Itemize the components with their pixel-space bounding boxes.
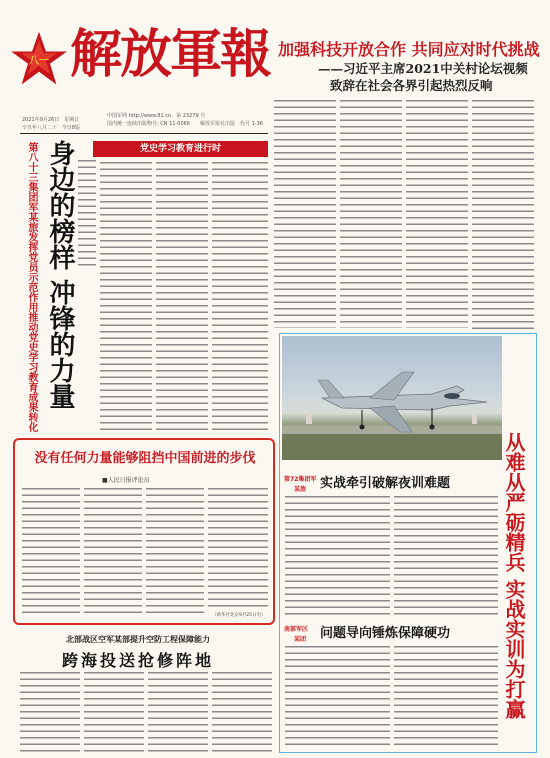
lead-subtitle-2: 致辞在社会各界引起热烈反响 xyxy=(330,78,493,93)
feature2-unit-label: 南部军区 xyxy=(284,626,309,633)
left-story-kicker: 第八十三集团军某旅发挥党员示范作用推动党史学习教育成果转化 xyxy=(26,142,37,432)
bottom-story-col4 xyxy=(212,672,272,752)
publication-info-3: 解放军报社出版 代号 1-36 xyxy=(200,121,263,127)
publication-info-2: 国内统一连续出版物号: CN 11-0066 xyxy=(107,121,190,127)
feature-vertical-headline: 从难从严砺精兵 实战实训为打赢 xyxy=(502,432,526,719)
commentary-dateline: （新华社北京9月25日电） xyxy=(212,613,266,618)
bottom-story-kicker: 北部战区空军某部提升空防工程保障能力 xyxy=(66,635,210,644)
left-story-col2 xyxy=(156,162,208,430)
commentary-byline: ■人民日报评论员 xyxy=(102,477,150,484)
emblem-badge-text: 八一 xyxy=(29,56,49,67)
commentary-title: 没有任何力量能够阻挡中国前进的步伐 xyxy=(34,451,256,466)
feature1-col1 xyxy=(285,496,390,616)
lead-article-col3 xyxy=(406,100,468,328)
lead-article-col2 xyxy=(340,100,402,328)
feature2-unit-sub: 某团 xyxy=(294,636,307,643)
feature1-unit-label: 第72集团军 xyxy=(284,476,317,483)
issue-date: 2021年9月26日 xyxy=(22,117,60,123)
feature1-col2 xyxy=(394,496,498,616)
lead-article-col1 xyxy=(274,100,336,328)
bottom-story-title: 跨海投送抢修阵地 xyxy=(62,651,215,670)
left-story-col1 xyxy=(100,162,152,430)
bottom-story-col2 xyxy=(84,672,144,752)
page-count: 今日8版 xyxy=(61,125,80,131)
left-story-headline: 身边的榜样 冲锋的力量 xyxy=(45,140,75,410)
commentary-col4 xyxy=(208,488,268,610)
lunar-row xyxy=(22,124,80,132)
newspaper-masthead: 解放軍報 xyxy=(70,24,271,85)
feature1-unit-sub: 某旅 xyxy=(294,486,307,493)
fighter-jet-photo xyxy=(282,336,502,460)
commentary-col3 xyxy=(146,488,204,618)
lead-article-col4 xyxy=(472,100,534,330)
commentary-col2 xyxy=(84,488,142,618)
feature2-col1 xyxy=(285,646,390,750)
bottom-story-col3 xyxy=(148,672,208,752)
lead-subtitle-1: ——习近平主席2021中关村论坛视频 xyxy=(318,61,528,76)
masthead-rule xyxy=(20,133,268,134)
left-story-byline xyxy=(78,160,96,270)
bottom-story-col1 xyxy=(20,672,80,752)
commentary-col1 xyxy=(22,488,80,618)
issue-weekday: 星期日 xyxy=(64,117,80,123)
fighter-jet-icon xyxy=(282,336,502,460)
publication-info-1: 中国军网 http://www.81.cn 第 23279 号 xyxy=(107,113,206,119)
feature1-title: 实战牵引破解夜训难题 xyxy=(320,476,451,491)
feature2-col2 xyxy=(394,646,498,750)
issue-date-row xyxy=(22,116,79,124)
left-story-col3 xyxy=(212,162,268,430)
feature2-title: 问题导向锤炼保障硬功 xyxy=(320,626,451,641)
party-history-banner: 党史学习教育进行时 xyxy=(93,141,268,157)
lead-headline: 加强科技开放合作 共同应对时代挑战 xyxy=(278,40,540,59)
lunar-date: 辛丑年八月二十 xyxy=(22,125,58,131)
